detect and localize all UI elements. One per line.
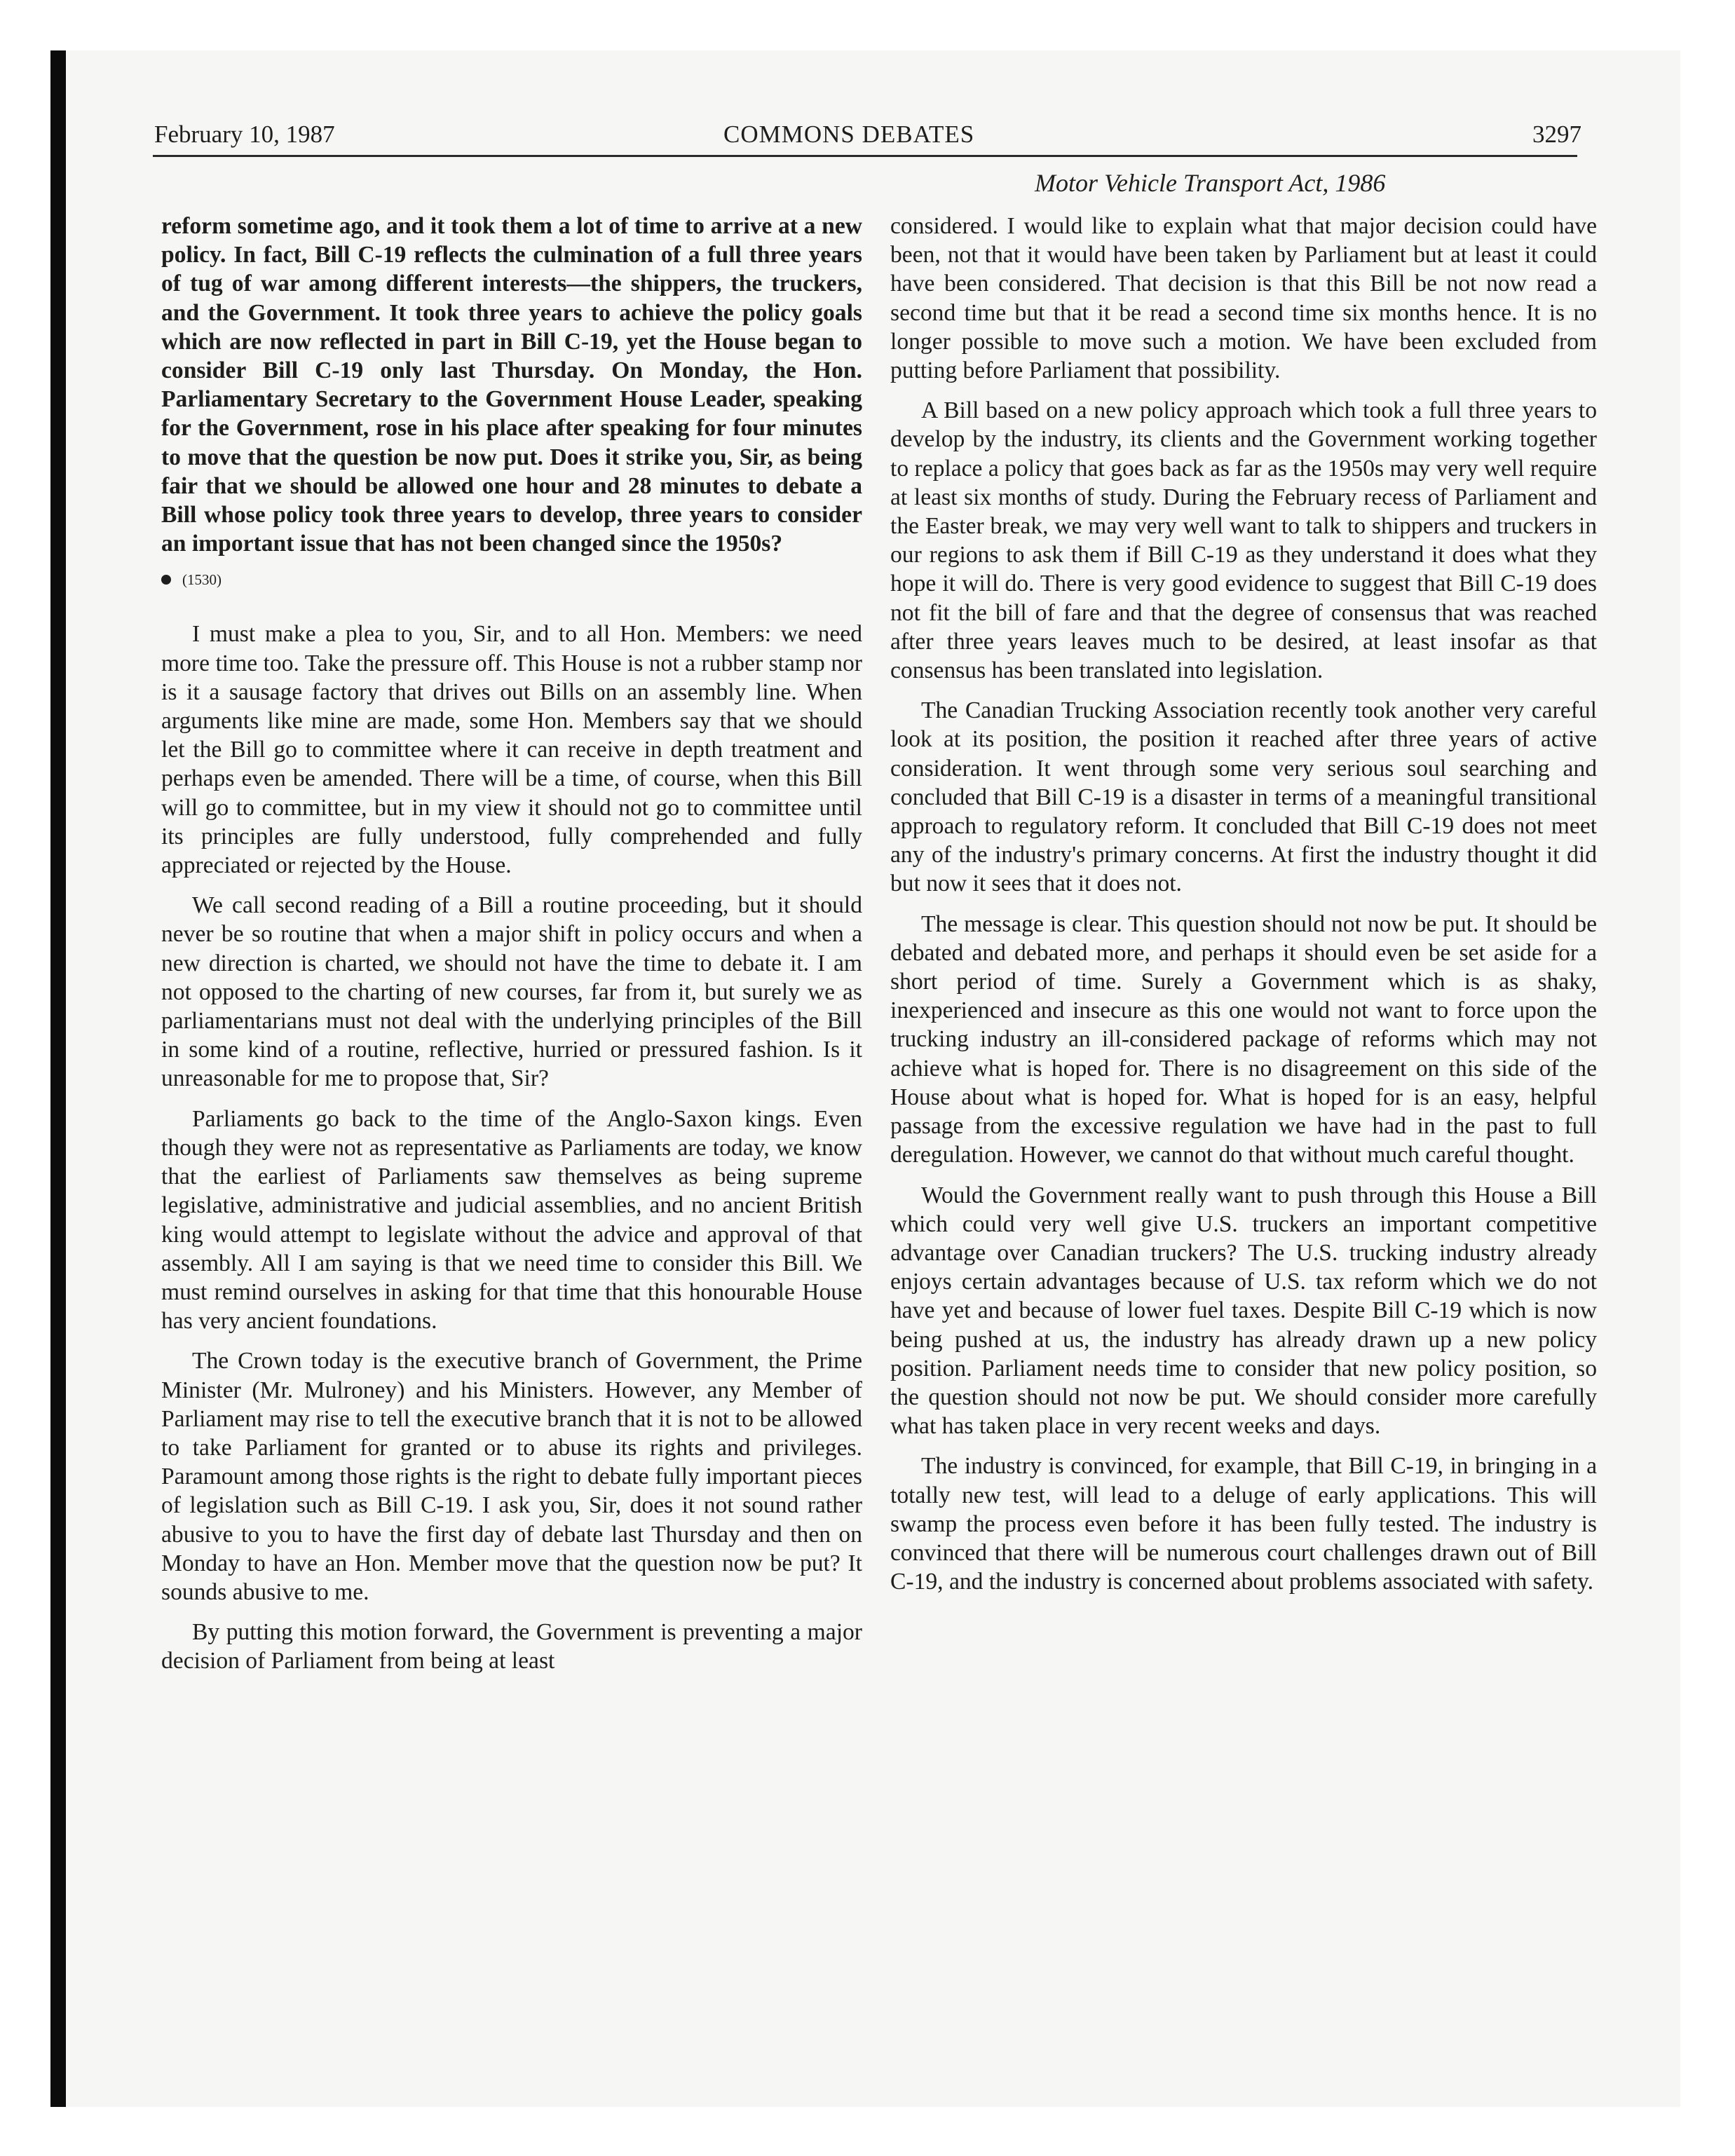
paragraph: The Crown today is the executive branch of Government, the Prime Minister (Mr. Mulroney) and his Ministers. However, any Member of Parliament may rise to tell the executive branch that it is not to be allowed to take Parliament for granted or to abuse its rights and privileges. Paramount among those rights is the right to debate fully important pieces of legislation such as Bill C-19. I ask you, Sir, does it not sound rather abusive to you to have the first day of debate last Thursday and then on Monday to have an Hon. Member move that the question now be put? It sounds abusive to me. [161, 1348, 862, 1605]
section-title: Motor Vehicle Transport Act, 1986 [1035, 169, 1386, 197]
paragraph: The Canadian Trucking Association recently took another very careful look at its position, the position it reached after three years of active consideration. It went through some very serious soul searching and concluded that Bill C-19 is a disaster in terms of a meaningful transitional approach to regulatory reform. It concluded that Bill C-19 does not meet any of the industry's primary concerns. At first the industry thought it did but now it sees that it does not. [890, 697, 1597, 897]
binding-edge [50, 50, 66, 2107]
paragraph: Would the Government really want to push through this House a Bill which could very well give U.S. truckers an important competitive advantage over Canadian truckers? The U.S. trucking industry already enjoys certain advantages because of U.S. tax reform which we do not have yet and because of lower fuel taxes. Despite Bill C-19 which is now being pushed at us, the industry has already drawn up a new policy position. Parliament needs time to consider that new policy position, so the question should not now be put. We should consider more carefully what has taken place in very recent weeks and days. [890, 1182, 1597, 1440]
paragraph: Parliaments go back to the time of the Anglo-Saxon kings. Even though they were not as representative as Parliaments are today, we know that the earliest of Parliaments saw themselves as being supreme legislative, administrative and judicial assemblies, and no ancient British king would attempt to legislate without the advice and approval of that assembly. All I am saying is that we need time to consider this Bill. We must remind ourselves in asking for that time that this honourable House has very ancient foundations. [161, 1105, 862, 1335]
paragraph: We call second reading of a Bill a routine proceeding, but it should never be so routine that when a major shift in policy occurs and when a new direction is charted, we should not have the time to debate it. I am not opposed to the charting of new courses, far from it, but surely we as parliamentarians must not deal with the underlying principles of the Bill in some kind of a routine, reflective, hurried or pressured fashion. Is it unreasonable for me to propose that, Sir? [161, 892, 862, 1092]
header-rule [153, 155, 1577, 157]
header-page-number: 3297 [1532, 121, 1581, 148]
paragraph: A Bill based on a new policy approach which took a full three years to develop by the industry, its clients and the Government working together to replace a policy that goes back as far as the 1950s may very well require at least six months of study. During the February recess of Parliament and the Easter break, we may very well want to talk to shippers and truckers in our regions to ask them if Bill C-19 as they understand it does what they hope it will do. There is very good evidence to suggest that Bill C-19 does not fit the bill of fare and that the degree of consensus that was reached after three years leaves much to be desired, at least insofar as that consensus has been translated into legislation. [890, 397, 1597, 684]
header-publication: COMMONS DEBATES [723, 121, 975, 148]
right-column [890, 212, 1597, 1607]
time-marker-label: (1530) [182, 571, 222, 589]
header-date: February 10, 1987 [154, 121, 335, 148]
time-marker [161, 569, 862, 590]
left-column [161, 212, 862, 1687]
paragraph: reform sometime ago, and it took them a lot of time to arrive at a new policy. In fact, Bill C-19 reflects the culmination of a full three years of tug of war among different interests—the shippers, the truckers, and the Government. It took three years to achieve the policy goals which are now reflected in part in Bill C-19, yet the House began to consider Bill C-19 only last Thursday. On Monday, the Hon. Parliamentary Secretary to the Government House Leader, speaking for the Government, rose in his place after speaking for four minutes to move that the question be now put. Does it strike you, Sir, as being fair that we should be allowed one hour and 28 minutes to debate a Bill whose policy took three years to develop, three years to consider an important issue that has not been changed since the 1950s? [161, 213, 862, 557]
paragraph: The industry is convinced, for example, that Bill C-19, in bringing in a totally new test, will lead to a deluge of early applications. This will swamp the process even before it has been fully tested. The industry is convinced that there will be numerous court challenges drawn out of Bill C-19, and the industry is concerned about problems associated with safety. [890, 1453, 1597, 1595]
bullet-icon [161, 575, 171, 585]
paragraph: By putting this motion forward, the Government is preventing a major decision of Parliament from being at least [161, 1619, 862, 1674]
paragraph: The message is clear. This question should not now be put. It should be debated and debated more, and perhaps it should even be set aside for a short period of time. Surely a Government which is as shaky, inexperienced and insecure as this one would not want to force upon the trucking industry an ill-considered package of reforms which may not achieve what is hoped for. There is no disagreement on this side of the House about what is hoped for. What is hoped for is an easy, helpful passage from the excessive regulation we have had in the past to full deregulation. However, we cannot do that without much careful thought. [890, 910, 1597, 1168]
paragraph: considered. I would like to explain what that major decision could have been, not that it would have been taken by Parliament but at least it could have been considered. That decision is that this Bill be not now read a second time but that it be read a second time six months hence. It is no longer possible to move such a motion. We have been excluded from putting before Parliament that possibility. [890, 213, 1597, 384]
paragraph: I must make a plea to you, Sir, and to all Hon. Members: we need more time too. Take the pressure off. This House is not a rubber stamp nor is it a sausage factory that drives out Bills on an assembly line. When arguments like mine are made, some Hon. Members say that we should let the Bill go to committee where it can receive in depth treatment and perhaps even be amended. There will be a time, of course, when this Bill will go to committee, but in my view it should not go to committee until its principles are fully understood, fully comprehended and fully appreciated or rejected by the House. [161, 621, 862, 879]
